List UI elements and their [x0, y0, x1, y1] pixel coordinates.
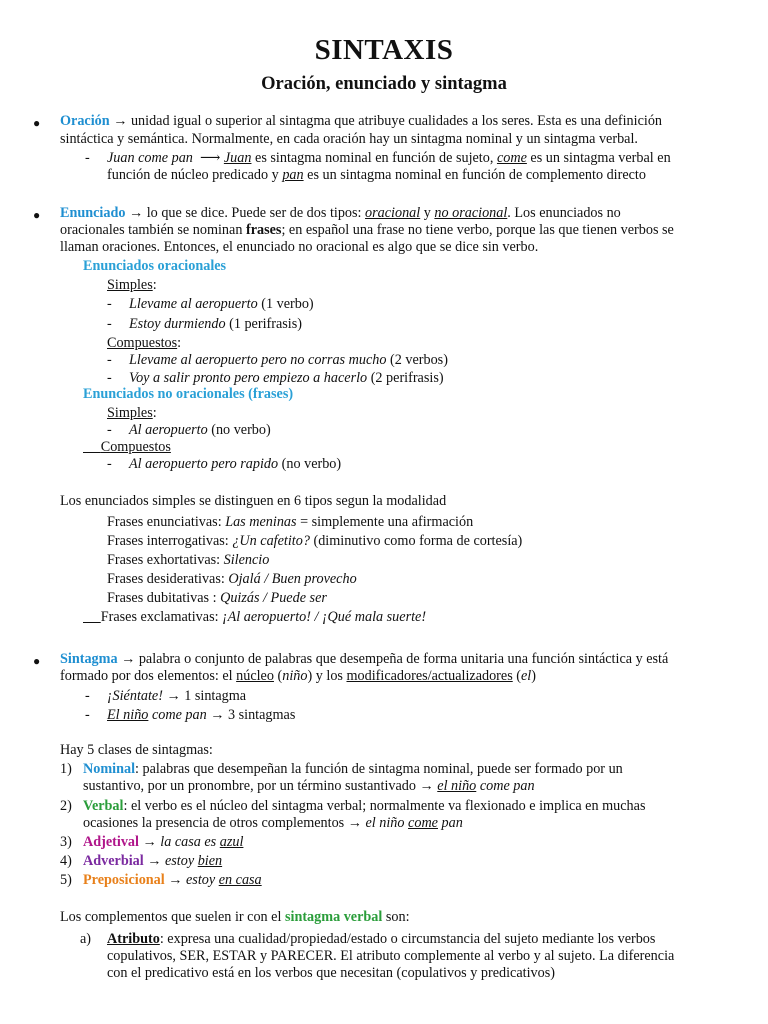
page-subtitle: Oración, enunciado y sintagma [261, 74, 507, 94]
clase-number: 5) [60, 872, 72, 888]
clase-number: 1) [60, 761, 72, 777]
dash-icon: - [107, 296, 112, 312]
oracional-simple-example: Llevame al aeropuerto (1 verbo) [129, 296, 314, 312]
clase-verbal: Verbal: el verbo es el núcleo del sintagma verbal; normalmente va flexionado e implica en muchas [83, 798, 646, 814]
dash-icon: - [85, 707, 90, 723]
clases-intro: Hay 5 clases de sintagmas: [60, 742, 213, 758]
sintagma-line-2: formado por dos elementos: el núcleo (niño) y los modificadores/actualizadores (el) [60, 668, 536, 684]
no-oracionales-heading: Enunciados no oracionales (frases) [83, 386, 294, 402]
clase-number: 2) [60, 798, 72, 814]
dash-icon: - [107, 352, 112, 368]
no-oracional-simple-example: Al aeropuerto (no verbo) [129, 422, 271, 438]
sintagma-example: ¡Siéntate! → 1 sintagma [107, 688, 247, 704]
bullet-icon: ● [33, 654, 41, 668]
clase-verbal-line-2: ocasiones la presencia de otros complementos → el niño come pan [83, 815, 463, 831]
clase-adverbial: Adverbial → estoy bien [83, 853, 223, 869]
sintagma-term: Sintagma [60, 651, 118, 667]
oracional-compuesto-example: Voy a salir pronto pero empiezo a hacerlo (2 perifrasis) [129, 370, 444, 386]
oracion-term: Oración [60, 113, 110, 129]
clase-preposicional: Preposicional → estoy en casa [83, 872, 262, 888]
oracion-example-line-1: Juan come pan ⟶ Juan es sintagma nominal en función de sujeto, come es un sintagma verbal en [107, 150, 671, 166]
bullet-icon: ● [33, 208, 41, 222]
frase-type: Frases exclamativas: ¡Al aeropuerto! / ¡Qué mala suerte! [100, 609, 427, 625]
oracional-compuesto-example: Llevame al aeropuerto pero no corras mucho (2 verbos) [129, 352, 448, 368]
oracion-line-1: Oración → unidad igual o superior al sintagma que atribuye cualidades a los seres. Esta es una definición [60, 113, 663, 129]
sintagma-example: El niño come pan → 3 sintagmas [107, 707, 296, 723]
frase-type: Frases interrogativas: ¿Un cafetito? (diminutivo como forma de cortesía) [107, 533, 523, 549]
modalidad-intro: Los enunciados simples se distinguen en 6 tipos segun la modalidad [60, 493, 447, 509]
page-title: SINTAXIS [314, 34, 454, 66]
sintagma-line-1: Sintagma → palabra o conjunto de palabras que desempeña de forma unitaria una función sintáctica y está [60, 651, 669, 667]
enunciado-line-1: Enunciado → lo que se dice. Puede ser de dos tipos: oracional y no oracional. Los enunciados no [60, 205, 621, 221]
enunciado-line-3: llaman oraciones. Entonces, el enunciado no oracional es algo que se dice sin verbo. [60, 239, 539, 255]
frase-type: Frases exhortativas: Silencio [107, 552, 270, 568]
dash-icon: - [85, 688, 90, 704]
oracionales-heading: Enunciados oracionales [83, 258, 227, 274]
dash-icon: - [107, 422, 112, 438]
enunciado-line-2: oracionales también se nominan frases; en español una frase no tiene verbo, porque las que tienen verbos se [60, 222, 674, 238]
simples-label: Simples: [107, 405, 157, 421]
frase-type: Frases desiderativas: Ojalá / Buen provecho [107, 571, 357, 587]
complementos-intro: Los complementos que suelen ir con el sintagma verbal son: [60, 909, 410, 925]
clase-nominal-line-2: sustantivo, por un pronombre, por un término sustantivado → el niño come pan [83, 778, 535, 794]
dash-icon: - [85, 150, 90, 166]
simples-label: Simples: [107, 277, 157, 293]
clase-number: 4) [60, 853, 72, 869]
dash-icon: - [107, 316, 112, 332]
atributo-line-2: copulativos, SER, ESTAR y PARECER. El atributo complemente al verbo y al sujeto. La diferencia [107, 948, 675, 964]
clase-nominal: Nominal: palabras que desempeñan la función de sintagma nominal, puede ser formado por un [83, 761, 623, 777]
atributo-line-1: Atributo: expresa una cualidad/propiedad/estado o circumstancia del sujeto mediante los verbos [107, 931, 656, 947]
oracion-line-2: sintáctica y semántica. Normalmente, en cada oración hay un sintagma nominal y un sintagma verbal. [60, 131, 638, 147]
clase-number: 3) [60, 834, 72, 850]
dash-icon: - [107, 456, 112, 472]
enunciado-term: Enunciado [60, 205, 126, 221]
compuestos-label: Compuestos: [107, 335, 182, 351]
no-oracional-compuesto-example: Al aeropuerto pero rapido (no verbo) [129, 456, 342, 472]
complemento-letter: a) [80, 931, 92, 947]
clase-adjetival: Adjetival → la casa es azul [83, 834, 244, 850]
oracion-example-line-2: función de núcleo predicado y pan es un sintagma nominal en función de complemento directo [107, 167, 646, 183]
compuestos-label: Compuestos [100, 439, 171, 455]
frase-type: Frases dubitativas : Quizás / Puede ser [107, 590, 327, 606]
frase-type: Frases enunciativas: Las meninas = simplemente una afirmación [107, 514, 474, 530]
oracional-simple-example: Estoy durmiendo (1 perifrasis) [129, 316, 302, 332]
dash-icon: - [107, 370, 112, 386]
atributo-line-3: con el predicativo está en los verbos que necesitan (copulativos y predicativos) [107, 965, 555, 981]
bullet-icon: ● [33, 116, 41, 130]
